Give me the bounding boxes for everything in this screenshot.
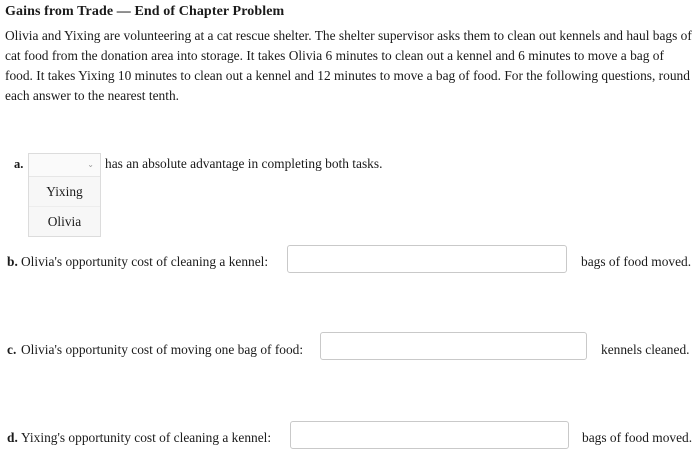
- question-d-units: bags of food moved.: [582, 430, 693, 445]
- question-c-label: c.: [7, 342, 17, 357]
- question-b-label: b.: [7, 254, 18, 269]
- question-d-text: Yixing's opportunity cost of cleaning a kennel:: [21, 430, 272, 445]
- problem-intro: Olivia and Yixing are volunteering at a cat rescue shelter. The shelter supervisor asks them to clean out kennels and haul bags of cat food from the donation area into storage. It takes Olivia 6 minutes to clean out a kennel and 6 minutes to move a bag of food. It takes Yixing 10 minutes to clean out a kennel and 12 minutes to move a bag of food. For the following questions, round each answer to the nearest tenth.: [5, 28, 692, 103]
- dropdown-option-yixing[interactable]: Yixing: [29, 177, 100, 206]
- question-a-text: has an absolute advantage in completing both tasks.: [105, 156, 383, 171]
- chevron-down-icon[interactable]: ⌄: [87, 160, 94, 169]
- question-a-dropdown[interactable]: [28, 153, 101, 237]
- question-b-text: Olivia's opportunity cost of cleaning a kennel:: [21, 254, 269, 269]
- question-c-text: Olivia's opportunity cost of moving one bag of food:: [21, 342, 304, 357]
- question-c-input[interactable]: [320, 332, 587, 360]
- dropdown-selected-value[interactable]: [29, 154, 100, 177]
- dropdown-option-olivia[interactable]: Olivia: [29, 206, 100, 236]
- question-b-units: bags of food moved.: [581, 254, 692, 269]
- question-c-units: kennels cleaned.: [601, 342, 690, 357]
- question-d-input[interactable]: [290, 421, 569, 449]
- question-a-label: a.: [14, 157, 24, 171]
- problem-title: Gains from Trade — End of Chapter Problem: [5, 4, 285, 19]
- question-b-input[interactable]: [287, 245, 567, 273]
- question-d-label: d.: [7, 430, 18, 445]
